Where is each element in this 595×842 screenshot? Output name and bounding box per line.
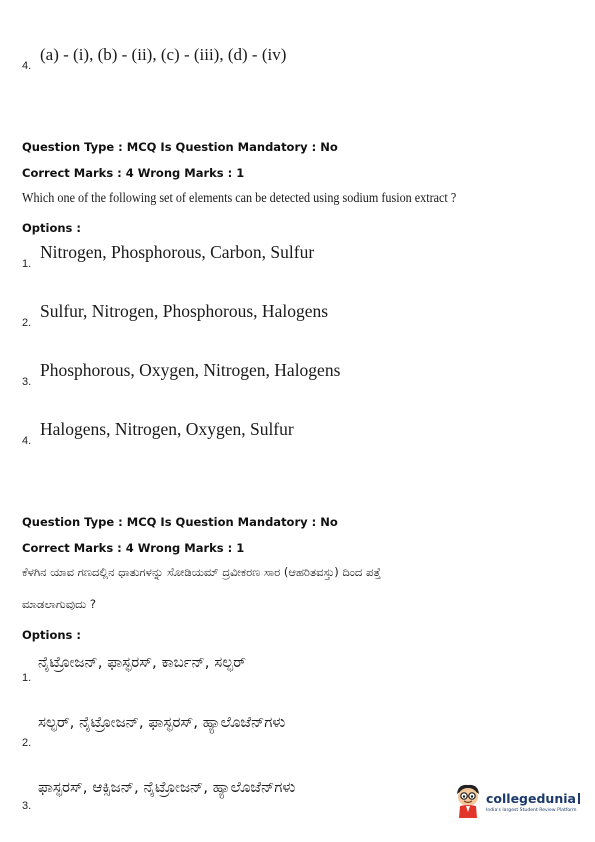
- question-text-kn-line1: ಕೆಳಗಿನ ಯಾವ ಗಣದಲ್ಲಿನ ಧಾತುಗಳನ್ನು ಸೋಡಿಯಮ್ ದ್ರವೀಕರಣ ಸಾರ (ಆಹರಿತವಸ್ತು) ದಿಂದ ಪತ್ತೆ: [22, 565, 381, 579]
- options-label-kn: Options :: [22, 628, 81, 642]
- options-label: Options :: [22, 221, 81, 235]
- option-1-number: 1.: [22, 258, 32, 270]
- option-4-number: 4.: [22, 435, 32, 447]
- option-2-number: 2.: [22, 317, 32, 329]
- brand-divider: [578, 793, 580, 804]
- mascot-icon: [452, 782, 484, 820]
- option-3-number-kn: 3.: [22, 800, 32, 812]
- option-1-text: Nitrogen, Phosphorous, Carbon, Sulfur: [40, 242, 315, 262]
- option-1-number-kn: 1.: [22, 672, 32, 684]
- question-type-line-kn: Question Type : MCQ Is Question Mandatory : No: [22, 515, 338, 529]
- option-3-text: Phosphorous, Oxygen, Nitrogen, Halogens: [40, 360, 341, 380]
- question-text-kn-line2: ಮಾಡಲಾಗುವುದು ?: [22, 597, 96, 611]
- option-2-number-kn: 2.: [22, 737, 32, 749]
- option-3-number: 3.: [22, 376, 32, 388]
- question-text: Which one of the following set of elements can be detected using sodium fusion extract ?: [22, 190, 457, 205]
- option-4-text: Halogens, Nitrogen, Oxygen, Sulfur: [40, 419, 294, 439]
- prev-option-text: (a) - (i), (b) - (ii), (c) - (iii), (d) - (iv): [40, 45, 287, 64]
- brand-name: collegedunia: [486, 791, 576, 806]
- collegedunia-logo: [452, 780, 587, 824]
- marks-line-kn: Correct Marks : 4 Wrong Marks : 1: [22, 541, 245, 555]
- option-2-text: Sulfur, Nitrogen, Phosphorous, Halogens: [40, 301, 329, 321]
- option-3-text-kn: ಫಾಸ್ಫರಸ್, ಆಕ್ಸಿಜನ್, ನೈಟ್ರೋಜನ್, ಹ್ಯಾಲೊಜೆನ್‌ಗಳು: [38, 778, 296, 796]
- question-type-line: Question Type : MCQ Is Question Mandatory : No: [22, 140, 338, 154]
- brand-tagline: India's largest Student Review Platform: [486, 808, 577, 813]
- marks-line: Correct Marks : 4 Wrong Marks : 1: [22, 166, 245, 180]
- prev-option-number: 4.: [22, 60, 32, 72]
- option-2-text-kn: ಸಲ್ಫರ್, ನೈಟ್ರೋಜನ್, ಫಾಸ್ಫರಸ್, ಹ್ಯಾಲೊಜೆನ್‌ಗಳು: [38, 713, 286, 731]
- option-1-text-kn: ನೈಟ್ರೋಜನ್, ಫಾಸ್ಫರಸ್, ಕಾರ್ಬನ್, ಸಲ್ಫರ್: [38, 653, 246, 671]
